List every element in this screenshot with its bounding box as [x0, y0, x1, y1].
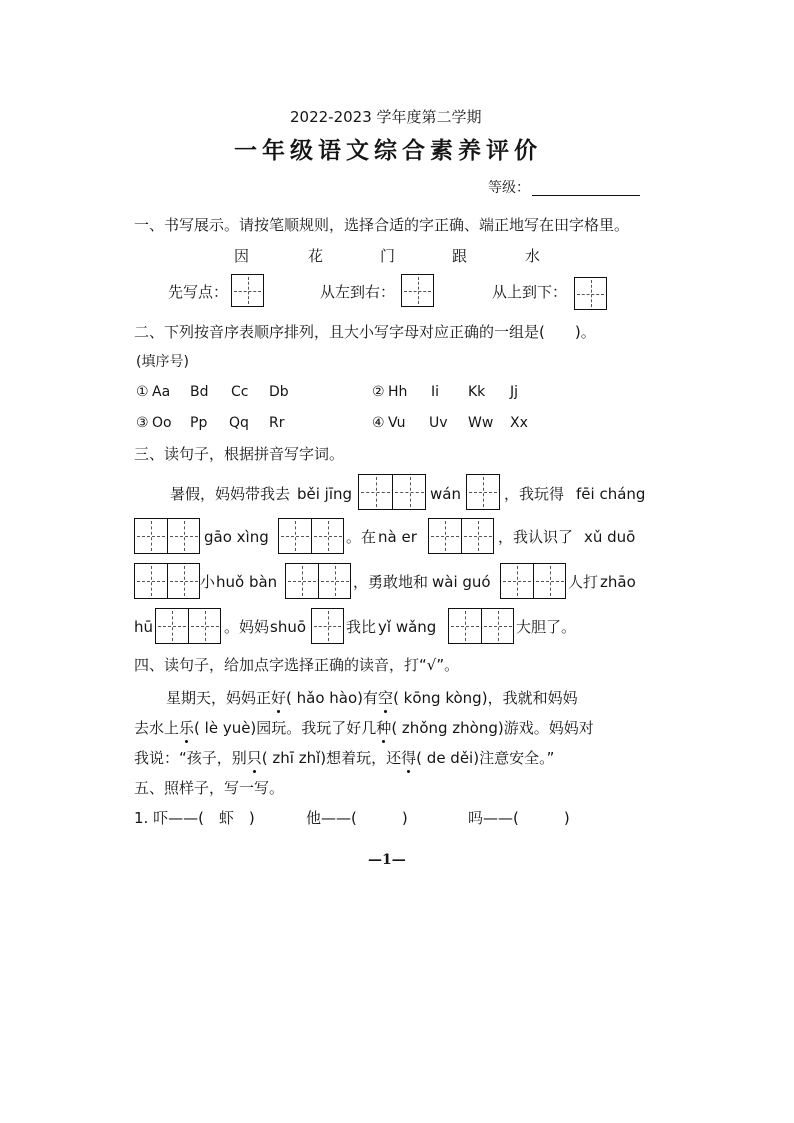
q3-title: 三、读句子，根据拼音写字词。	[134, 445, 345, 463]
q4-line-2	[134, 718, 594, 738]
option-item: Aa	[152, 384, 171, 400]
q1-char-5: 水	[525, 247, 541, 265]
option-item: Vu	[388, 415, 406, 431]
reading-options[interactable]: ( lè yuè)	[194, 719, 257, 737]
tianzige-box-2[interactable]	[285, 563, 351, 599]
sentence-text: ，我就和妈妈	[487, 689, 578, 707]
sentence-text: 小	[200, 573, 216, 591]
emphasis-dot	[185, 740, 188, 743]
emphasis-dot	[277, 710, 280, 713]
sentence-text: 想着玩，还	[326, 749, 402, 767]
dotted-char-text: 种	[376, 719, 392, 737]
reading-options[interactable]: ( zhī zhǐ)	[261, 749, 327, 767]
pinyin-prompt: shuō	[270, 618, 307, 636]
dotted-char-text: 空	[378, 689, 394, 707]
q4-line-3	[134, 748, 554, 768]
tianzige-box[interactable]	[311, 608, 344, 644]
option-item: Jj	[510, 384, 519, 400]
q1-prompt-2: 从左到右：	[320, 283, 396, 301]
q2-title: 二、下列按音序表顺序排列，且大小写字母对应正确的一组是( )。	[134, 323, 596, 341]
option-item: Cc	[231, 384, 249, 400]
page-number: —1—	[368, 852, 406, 868]
tianzige-box[interactable]	[466, 474, 500, 510]
page-title: 一年级语文综合素养评价	[234, 137, 542, 164]
emphasis-dot	[382, 740, 385, 743]
q1-prompt-1: 先写点：	[168, 283, 229, 301]
sentence-text: ，我玩得	[504, 485, 565, 503]
option-item: Uv	[429, 415, 448, 431]
dotted-char-text: 好	[271, 689, 287, 707]
q1-char-4: 跟	[452, 247, 468, 265]
option-item: Ww	[468, 415, 494, 431]
q5-blank[interactable]: 吗——( )	[468, 809, 570, 827]
pinyin-prompt: nà er	[378, 528, 417, 546]
option-item: Bd	[190, 384, 209, 400]
dotted-char-text: 乐	[179, 719, 195, 737]
school-year: 2022-2023 学年度第二学期	[290, 108, 482, 126]
option-item: Ii	[431, 384, 440, 400]
tianzige-box[interactable]	[574, 277, 607, 310]
dotted-char	[378, 689, 393, 707]
sentence-text: 游戏。妈妈对	[503, 719, 594, 737]
option-number: ②	[372, 384, 385, 400]
sentence-text: 我说：“孩子，别	[134, 749, 247, 767]
sentence-text: 。妈妈	[224, 618, 270, 636]
pinyin-prompt: wài guó	[432, 573, 491, 591]
q1-prompt-3: 从上到下：	[492, 283, 568, 301]
tianzige-box-2[interactable]	[134, 563, 200, 599]
option-item: Hh	[388, 384, 408, 400]
q2-note: (填序号)	[136, 354, 189, 370]
tianzige-box-2[interactable]	[428, 518, 494, 554]
sentence-text: 注意安全。”	[479, 749, 555, 767]
reading-options[interactable]: ( zhǒng zhòng)	[391, 719, 504, 737]
dotted-char-text: 只	[246, 749, 262, 767]
reading-options[interactable]: ( de děi)	[416, 749, 480, 767]
q4-line-1	[166, 688, 578, 708]
sentence-text: 去水上	[134, 719, 180, 737]
grade-label: 等级：	[488, 180, 530, 196]
pinyin-prompt: zhāo	[600, 573, 636, 591]
option-item: Qq	[229, 415, 249, 431]
pinyin-prompt: fēi cháng	[576, 485, 646, 503]
sentence-text: 园玩。我玩了好几	[256, 719, 377, 737]
dotted-char	[179, 719, 194, 737]
tianzige-box[interactable]	[231, 274, 264, 307]
dotted-char	[376, 719, 391, 737]
sentence-text: 暑假，妈妈带我去	[170, 485, 291, 503]
dotted-char	[247, 749, 262, 767]
tianzige-box-2[interactable]	[448, 608, 514, 644]
pinyin-prompt: běi jīng	[297, 485, 353, 503]
pinyin-prompt: gāo xìng	[204, 528, 269, 546]
sentence-text: ，勇敢地和	[353, 573, 429, 591]
sentence-text: 星期天，妈妈正	[166, 689, 272, 707]
pinyin-prompt: yǐ wǎng	[378, 618, 437, 636]
sentence-text: 大胆了。	[516, 618, 577, 636]
option-item: Pp	[190, 415, 208, 431]
tianzige-box-2[interactable]	[500, 563, 566, 599]
dotted-char	[401, 749, 416, 767]
option-number: ④	[372, 415, 385, 431]
q1-char-3: 门	[380, 247, 396, 265]
emphasis-dot	[384, 710, 387, 713]
q1-title: 一、书写展示。请按笔顺规则，选择合适的字正确、端正地写在田字格里。	[134, 216, 630, 234]
option-item: Xx	[510, 415, 528, 431]
tianzige-box[interactable]	[401, 274, 434, 307]
q5-blank[interactable]: 他——( )	[306, 809, 408, 827]
dotted-char	[271, 689, 286, 707]
q1-char-2: 花	[308, 247, 324, 265]
pinyin-prompt: huǒ bàn	[216, 573, 278, 591]
q4-title: 四、读句子，给加点字选择正确的读音，打“√”。	[134, 656, 460, 674]
tianzige-box-2[interactable]	[155, 608, 221, 644]
option-item: Oo	[152, 415, 172, 431]
grade-blank[interactable]	[532, 195, 640, 196]
tianzige-box-2[interactable]	[278, 518, 344, 554]
pinyin-prompt: wán	[430, 485, 461, 503]
sentence-text: 有	[363, 689, 379, 707]
sentence-text: 我比	[346, 618, 377, 636]
option-item: Rr	[269, 415, 285, 431]
reading-options[interactable]: ( kōng kòng)	[393, 689, 488, 707]
option-item: Db	[269, 384, 289, 400]
q5-example: 1. 吓——( 虾 )	[134, 809, 255, 827]
option-item: Kk	[468, 384, 486, 400]
sentence-text: ，我认识了	[498, 528, 574, 546]
tianzige-box-2[interactable]	[358, 474, 426, 510]
q1-char-1: 因	[234, 247, 250, 265]
q5-title: 五、照样子，写一写。	[134, 779, 285, 797]
sentence-text: 。在	[346, 528, 377, 546]
option-number: ③	[136, 415, 149, 431]
emphasis-dot	[407, 770, 410, 773]
sentence-text: 人打	[568, 573, 599, 591]
pinyin-prompt: xǔ duō	[584, 528, 636, 546]
pinyin-prompt: hū	[134, 618, 154, 636]
tianzige-box-2[interactable]	[134, 518, 200, 554]
emphasis-dot	[253, 770, 256, 773]
reading-options[interactable]: ( hǎo hào)	[286, 689, 364, 707]
dotted-char-text: 得	[401, 749, 417, 767]
option-number: ①	[136, 384, 149, 400]
